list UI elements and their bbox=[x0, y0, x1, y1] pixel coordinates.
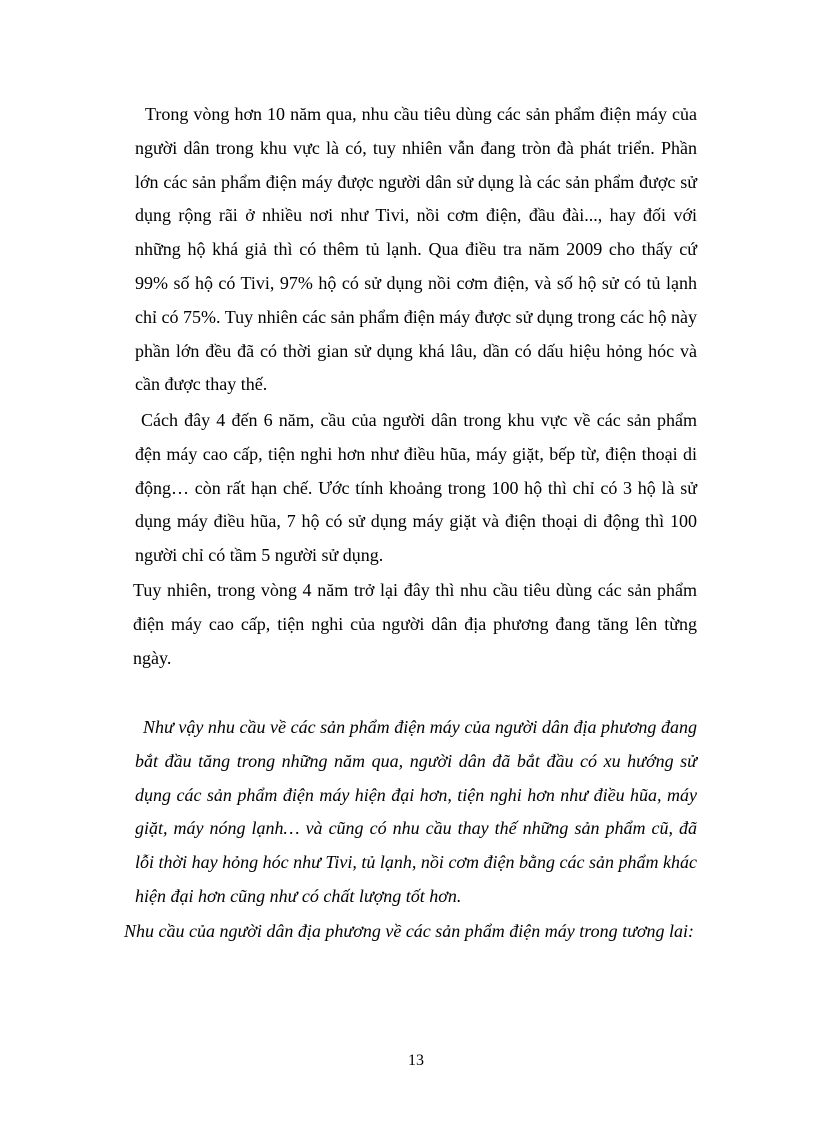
paragraph-future-demand-heading: Nhu cầu của người dân địa phương về các sản phẩm điện máy trong tương lai: bbox=[124, 921, 695, 941]
page-number: 13 bbox=[408, 1052, 424, 1069]
paragraph-demand-conclusion: Như vậy nhu cầu về các sản phẩm điện máy của người dân địa phương đang bắt đầu tăng trong những năm qua, người dân đã bắt đầu có xu hướng sử dụng các sản phẩm điện máy hiện đại hơn, tiện nghi hơn như điều hũa, máy giặt, máy nóng lạnh… và cũng có nhu cầu thay thế những sản phẩm cũ, đã lỗi thời hay hỏng hóc như Tivi, tủ lạnh, nồi cơm điện bằng các sản phẩm khác hiện đại hơn cũng như có chất lượng tốt hơn. bbox=[135, 717, 697, 906]
paragraph-high-end-demand-past: Cách đây 4 đến 6 năm, cầu của người dân trong khu vực về các sản phẩm đện máy cao cấp, tiện nghi hơn như điều hũa, máy giặt, bếp từ, điện thoại di động… còn rất hạn chế. Ước tính khoảng trong 100 hộ thì chỉ có 3 hộ là sử dụng máy điều hũa, 7 hộ có sử dụng máy giặt và điện thoại di động thì 100 người chỉ có tầm 5 người sử dụng. bbox=[135, 410, 697, 566]
paragraph-recent-demand-growth: Tuy nhiên, trong vòng 4 năm trở lại đây thì nhu cầu tiêu dùng các sản phẩm điện máy cao cấp, tiện nghi của người dân địa phương đang tăng lên từng ngày. bbox=[133, 580, 697, 668]
paragraph-appliance-demand-overview: Trong vòng hơn 10 năm qua, nhu cầu tiêu dùng các sản phẩm điện máy của người dân trong khu vực là có, tuy nhiên vẫn đang tròn đà phát triển. Phần lớn các sản phẩm điện máy được người dân sử dụng là các sản phẩm được sử dụng rộng rãi ở nhiều nơi như Tivi, nồi cơm điện, đầu đài..., hay đối với những hộ khá giả thì có thêm tủ lạnh. Qua điều tra năm 2009 cho thấy cứ 99% số hộ có Tivi, 97% hộ có sử dụng nồi cơm điện, và số hộ sử có tủ lạnh chỉ có 75%. Tuy nhiên các sản phẩm điện máy được sử dụng trong các hộ này phần lớn đều đã có thời gian sử dụng khá lâu, dần có dấu hiệu hỏng hóc và cần được thay thế. bbox=[135, 104, 697, 395]
